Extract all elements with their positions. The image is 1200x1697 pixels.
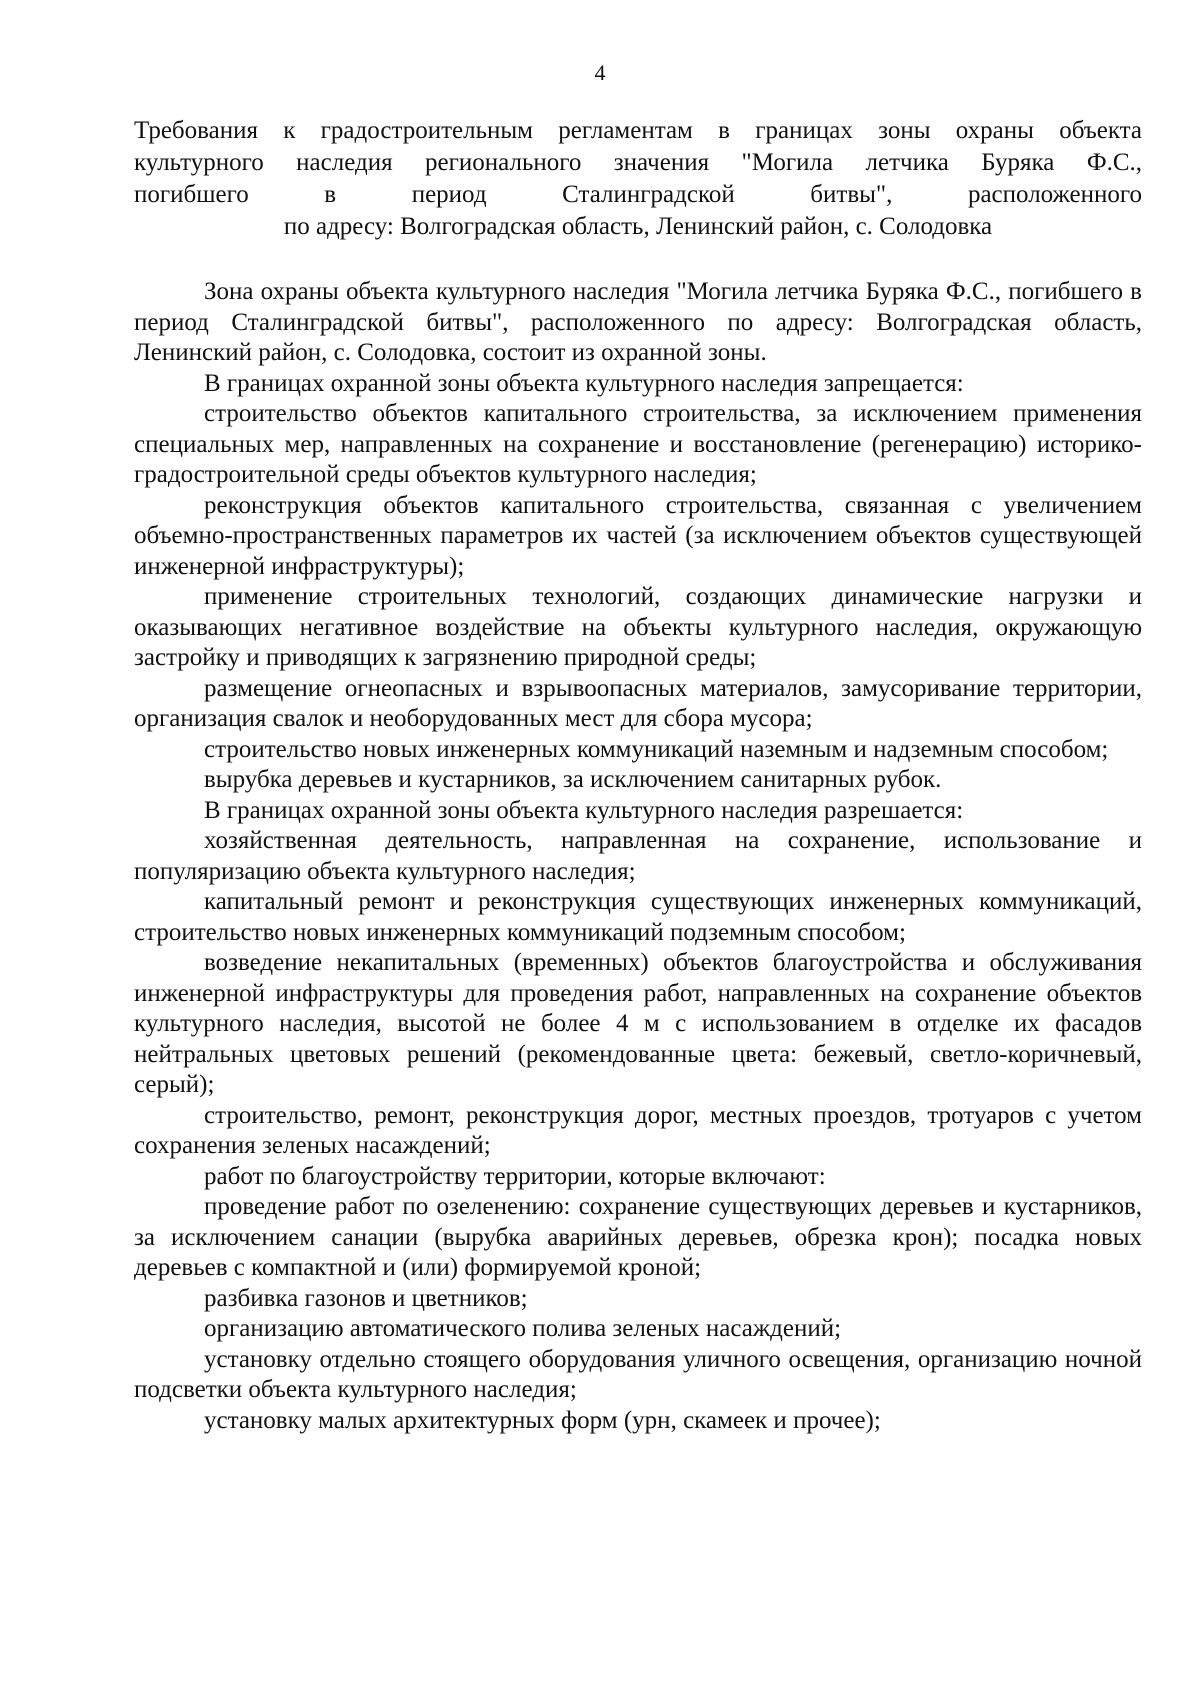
list-item-landscaping: проведение работ по озеленению: сохранение существующих деревьев и кустарников, за исключением санации (вырубка аварийных деревьев, обрезка крон); посадка новых деревьев с компактной и (или) формируемой кроной; bbox=[134, 1193, 1142, 1281]
list-item-permitted: возведение некапитальных (временных) объектов благоустройства и обслуживания инженерной инфраструктуры для проведения работ, направленных на сохранение объектов культурного наследия, высотой не более 4 м с использованием в отделке их фасадов нейтральных цветовых решений (рекомендованные цвета: бежевый, светло-коричневый, серый); bbox=[134, 949, 1142, 1098]
heading-line-2: культурного наследия регионального значения "Могила летчика Буряка Ф.С., bbox=[134, 149, 1142, 176]
list-item-prohibited: реконструкция объектов капитального строительства, связанная с увеличением объемно-пространственных параметров их частей (за исключением объектов существующей инженерной инфраструктуры); bbox=[134, 491, 1142, 580]
page-number: 4 bbox=[594, 60, 606, 85]
heading-line-4: по адресу: Волгоградская область, Ленинский район, с. Солодовка bbox=[283, 213, 993, 240]
document-body bbox=[134, 277, 1142, 1436]
list-item-prohibited: вырубка деревьев и кустарников, за исключением санитарных рубок. bbox=[204, 766, 942, 793]
list-item-landscaping: установку отдельно стоящего оборудования уличного освещения, организацию ночной подсветки объекта культурного наследия; bbox=[134, 1345, 1142, 1403]
list-item-prohibited: строительство объектов капитального строительства, за исключением применения специальных мер, направленных на сохранение и восстановление (регенерацию) историко-градостроительной среды объектов культурного наследия; bbox=[134, 400, 1142, 488]
list-item-landscaping: установку малых архитектурных форм (урн, скамеек и прочее); bbox=[204, 1406, 881, 1434]
heading-line-3: погибшего в период Сталинградской битвы", расположенного bbox=[134, 181, 1142, 208]
list-item-landscaping: организацию автоматического полива зеленых насаждений; bbox=[204, 1315, 842, 1342]
list-item-prohibited: применение строительных технологий, создающих динамические нагрузки и оказывающих негативное воздействие на объекты культурного наследия, окружающую застройку и приводящих к загрязнению природной среды; bbox=[134, 583, 1142, 671]
paragraph-permitted-intro: В границах охранной зоны объекта культурного наследия разрешается: bbox=[204, 796, 964, 824]
document-heading bbox=[134, 115, 1142, 243]
paragraph-prohibited-intro: В границах охранной зоны объекта культурного наследия запрещается: bbox=[204, 369, 964, 397]
list-item-prohibited: размещение огнеопасных и взрывоопасных материалов, замусоривание территории, организация свалок и необорудованных мест для сбора мусора; bbox=[134, 674, 1142, 732]
list-item-permitted: работ по благоустройству территории, которые включают: bbox=[204, 1162, 826, 1190]
paragraph-zone-description: Зона охраны объекта культурного наследия "Могила летчика Буряка Ф.С., погибшего в период Сталинградской битвы", расположенного по адресу: Волгоградская область, Ленинский район, с. Солодовка, состоит из охранной зоны. bbox=[134, 278, 1142, 366]
list-item-prohibited: строительство новых инженерных коммуникаций наземным и надземным способом; bbox=[204, 735, 1109, 763]
list-item-permitted: строительство, ремонт, реконструкция дорог, местных проездов, тротуаров с учетом сохранения зеленых насаждений; bbox=[134, 1101, 1142, 1159]
heading-line-1: Требования к градостроительным регламентам в границах зоны охраны объекта bbox=[134, 117, 1142, 144]
list-item-landscaping: разбивка газонов и цветников; bbox=[204, 1284, 528, 1312]
list-item-permitted: хозяйственная деятельность, направленная на сохранение, использование и популяризацию объекта культурного наследия; bbox=[134, 827, 1142, 885]
list-item-permitted: капитальный ремонт и реконструкция существующих инженерных коммуникаций, строительство новых инженерных коммуникаций подземным способом; bbox=[134, 888, 1142, 946]
